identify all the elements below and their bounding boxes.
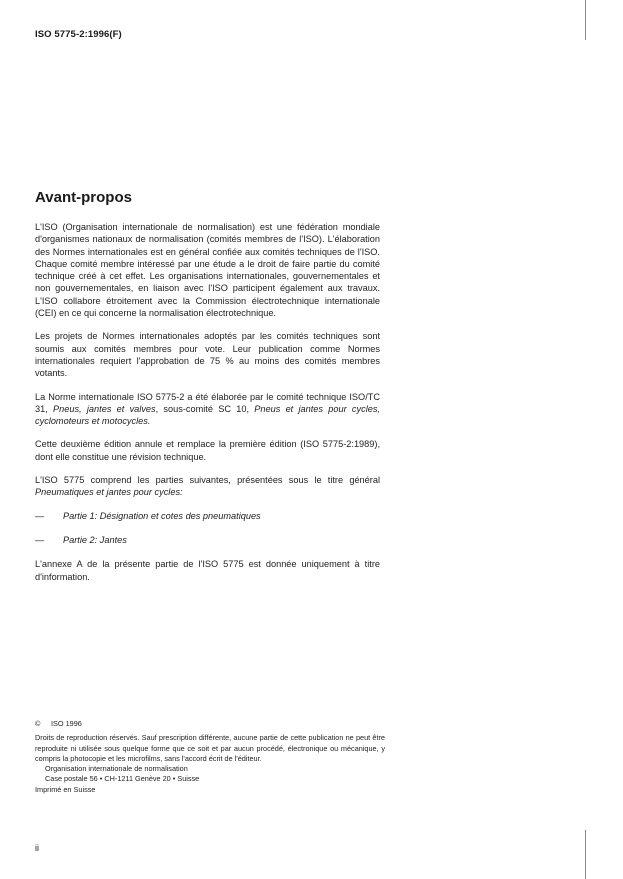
subcommittee-name: Pneus et jantes pour cycles, cyclomoteurs et motocycles. (35, 403, 380, 427)
page-title: Avant-propos (35, 189, 132, 206)
list-dash: — (35, 510, 45, 521)
copyright-holder: ISO 1996 (51, 719, 82, 728)
committee-name: Pneus, jantes et valves (53, 403, 156, 414)
list-dash: — (35, 534, 45, 545)
committee-text-1: La Norme internationale ISO 5775-2 a été élaborée par le comité technique ISO/TC 31, (35, 391, 380, 414)
general-title: Pneumatiques et jantes pour cycles: (35, 487, 183, 498)
parts-intro: L'ISO 5775 comprend les parties suivantes, présentées sous le titre général (35, 475, 380, 486)
copyright-symbol: © (35, 719, 41, 728)
document-code-header: ISO 5775-2:1996(F) (35, 29, 122, 40)
publisher-org: Organisation internationale de normalisation (45, 764, 188, 774)
paragraph-committee (35, 391, 380, 428)
paragraph-parts (35, 474, 380, 499)
paragraph-annex: L'annexe A de la présente partie de l'ISO 5775 est donnée uniquement à titre d'information. (35, 559, 380, 582)
paragraph-voting: Les projets de Normes internationales adoptés par les comités techniques sont soumis aux comités membres pour vote. Leur publication comme Normes internationales requiert l'approbation de 75 % au moins des comités membres votants. (35, 331, 380, 379)
list-item-text: Partie 1: Désignation et cotes des pneumatiques (63, 510, 261, 521)
foreword-body (35, 221, 380, 594)
rights-notice: Droits de reproduction réservés. Sauf prescription différente, aucune partie de cette publication ne peut être reproduite ni utilisée sous quelque forme que ce soit et par aucun procédé, électronique ou mécanique, y compris la photocopie et les microfilms, sans l'accord écrit de l'éditeur. (35, 733, 385, 763)
printed-in: Imprimé en Suisse (35, 784, 96, 794)
page-number: ii (35, 843, 39, 853)
list-item (35, 534, 380, 546)
margin-rule-bottom (585, 830, 586, 879)
copyright-line (35, 719, 385, 729)
paragraph-edition: Cette deuxième édition annule et remplace la première édition (ISO 5775-2:1989), dont elle constitue une révision technique. (35, 439, 380, 462)
list-item-text: Partie 2: Jantes (63, 534, 127, 545)
paragraph-iso-intro: L'ISO (Organisation internationale de normalisation) est une fédération mondiale d'organismes nationaux de normalisation (comités membres de l'ISO). L'élaboration des Normes internationales est en général confiée aux comités techniques de l'ISO. Chaque comité membre intéressé par une étude a le droit de faire partie du comité technique créé à cet effet. Les organisations internationales, gouvernementales et non gouvernementales, en liaison avec l'ISO participent également aux travaux. L'ISO collabore étroitement avec la Commission électrotechnique internationale (CEI) en ce qui concerne la normalisation électrotechnique. (35, 222, 380, 319)
margin-rule-top (585, 0, 586, 40)
publisher-address: Case postale 56 • CH-1211 Genève 20 • Suisse (45, 774, 200, 784)
committee-text-2: , sous-comité SC 10, (155, 403, 255, 414)
list-item (35, 510, 380, 522)
copyright-block (35, 719, 385, 795)
